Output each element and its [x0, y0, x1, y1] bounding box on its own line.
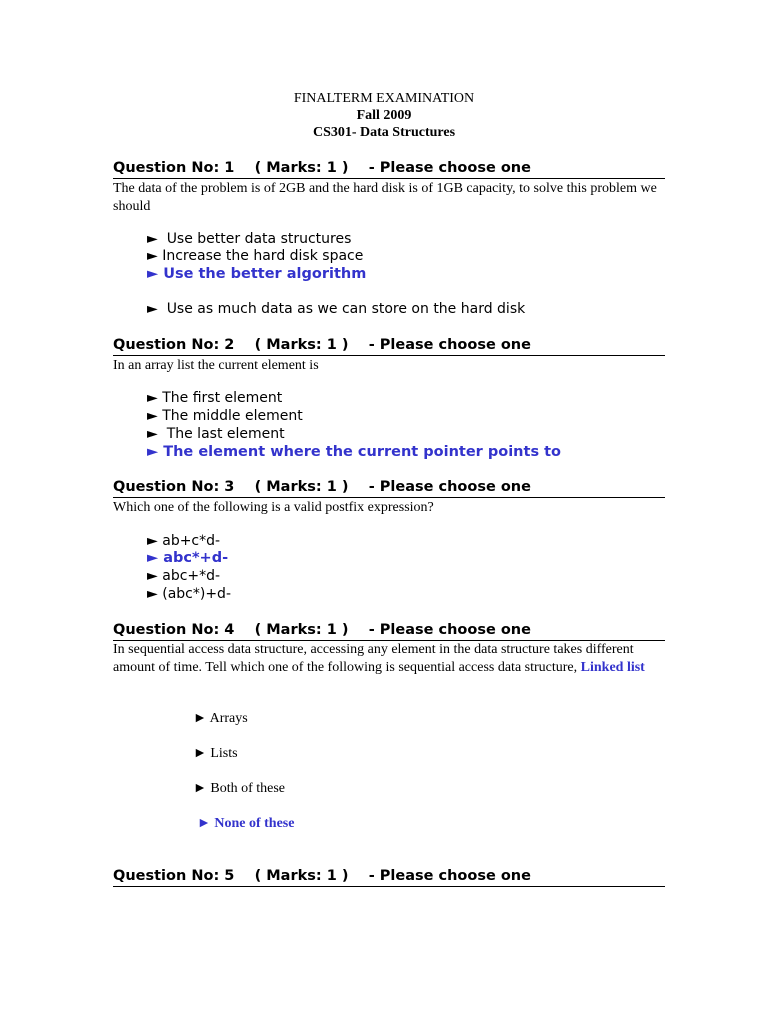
question-3-heading: Question No: 3 ( Marks: 1 ) - Please choose one	[113, 479, 665, 498]
option-label: Use as much data as we can store on the hard disk	[166, 301, 526, 317]
option-label: Increase the hard disk space	[162, 248, 364, 264]
question-2-heading: Question No: 2 ( Marks: 1 ) - Please choose one	[113, 337, 665, 356]
arrow-icon: ►	[197, 816, 211, 831]
question-4-inline-answer: Linked list	[580, 660, 645, 675]
arrow-icon: ►	[147, 568, 158, 584]
option-label: (abc*)+d-	[162, 586, 231, 602]
arrow-icon: ►	[193, 746, 207, 761]
question-3-option-1[interactable]	[147, 533, 220, 549]
option-label: Use the better algorithm	[163, 266, 367, 282]
option-label: abc+*d-	[162, 568, 221, 584]
question-3-text: Which one of the following is a valid postfix expression?	[113, 500, 434, 515]
question-2-option-4-answer[interactable]	[147, 444, 561, 460]
option-label: abc*+d-	[163, 550, 229, 566]
arrow-icon: ►	[147, 266, 159, 282]
option-label: Use better data structures	[166, 231, 352, 247]
question-4-option-3[interactable]	[193, 781, 285, 797]
option-label: The first element	[162, 390, 283, 406]
arrow-icon: ►	[147, 248, 158, 264]
question-4-option-4-answer[interactable]	[197, 816, 294, 832]
question-1-option-2[interactable]	[147, 248, 363, 264]
question-3-option-4[interactable]	[147, 586, 231, 602]
question-2-option-1[interactable]	[147, 390, 282, 406]
arrow-icon: ►	[193, 781, 207, 796]
question-4-option-2[interactable]	[193, 746, 238, 762]
question-4-heading: Question No: 4 ( Marks: 1 ) - Please choose one	[113, 622, 665, 641]
question-2-option-2[interactable]	[147, 408, 303, 424]
arrow-icon: ►	[147, 301, 158, 317]
arrow-icon: ►	[193, 711, 207, 726]
option-label: Both of these	[210, 781, 286, 796]
option-label: None of these	[214, 816, 295, 831]
arrow-icon: ►	[147, 408, 158, 424]
option-label: Arrays	[209, 711, 248, 726]
question-1-heading: Question No: 1 ( Marks: 1 ) - Please choose one	[113, 160, 665, 179]
question-3-option-2-answer[interactable]	[147, 550, 228, 566]
question-4-text: In sequential access data structure, accessing any element in the data structure takes different amount of time. Tell which one of the following is sequential access data structure,	[113, 642, 634, 675]
option-label: Lists	[210, 746, 238, 761]
exam-term: Fall 2009	[356, 108, 412, 123]
question-4-option-1[interactable]	[193, 711, 248, 727]
question-5-heading: Question No: 5 ( Marks: 1 ) - Please choose one	[113, 868, 665, 887]
question-1-option-1[interactable]	[147, 231, 351, 247]
exam-course: CS301- Data Structures	[312, 125, 456, 140]
question-1-option-3-answer[interactable]	[147, 266, 366, 282]
question-2-option-3[interactable]	[147, 426, 285, 442]
option-label: The middle element	[162, 408, 303, 424]
option-label: The last element	[166, 426, 285, 442]
arrow-icon: ►	[147, 231, 158, 247]
option-label: ab+c*d-	[162, 533, 221, 549]
question-1-option-4[interactable]	[147, 301, 525, 317]
question-4-text-block	[113, 641, 673, 677]
option-label: The element where the current pointer points to	[163, 444, 562, 460]
arrow-icon: ►	[147, 533, 158, 549]
arrow-icon: ►	[147, 390, 158, 406]
arrow-icon: ►	[147, 444, 159, 460]
arrow-icon: ►	[147, 550, 159, 566]
question-1-text: The data of the problem is of 2GB and the hard disk is of 1GB capacity, to solve this problem we should	[113, 181, 657, 214]
question-3-option-3[interactable]	[147, 568, 220, 584]
arrow-icon: ►	[147, 586, 158, 602]
exam-title: FINALTERM EXAMINATION	[293, 91, 475, 106]
question-2-text: In an array list the current element is	[113, 358, 319, 373]
arrow-icon: ►	[147, 426, 158, 442]
